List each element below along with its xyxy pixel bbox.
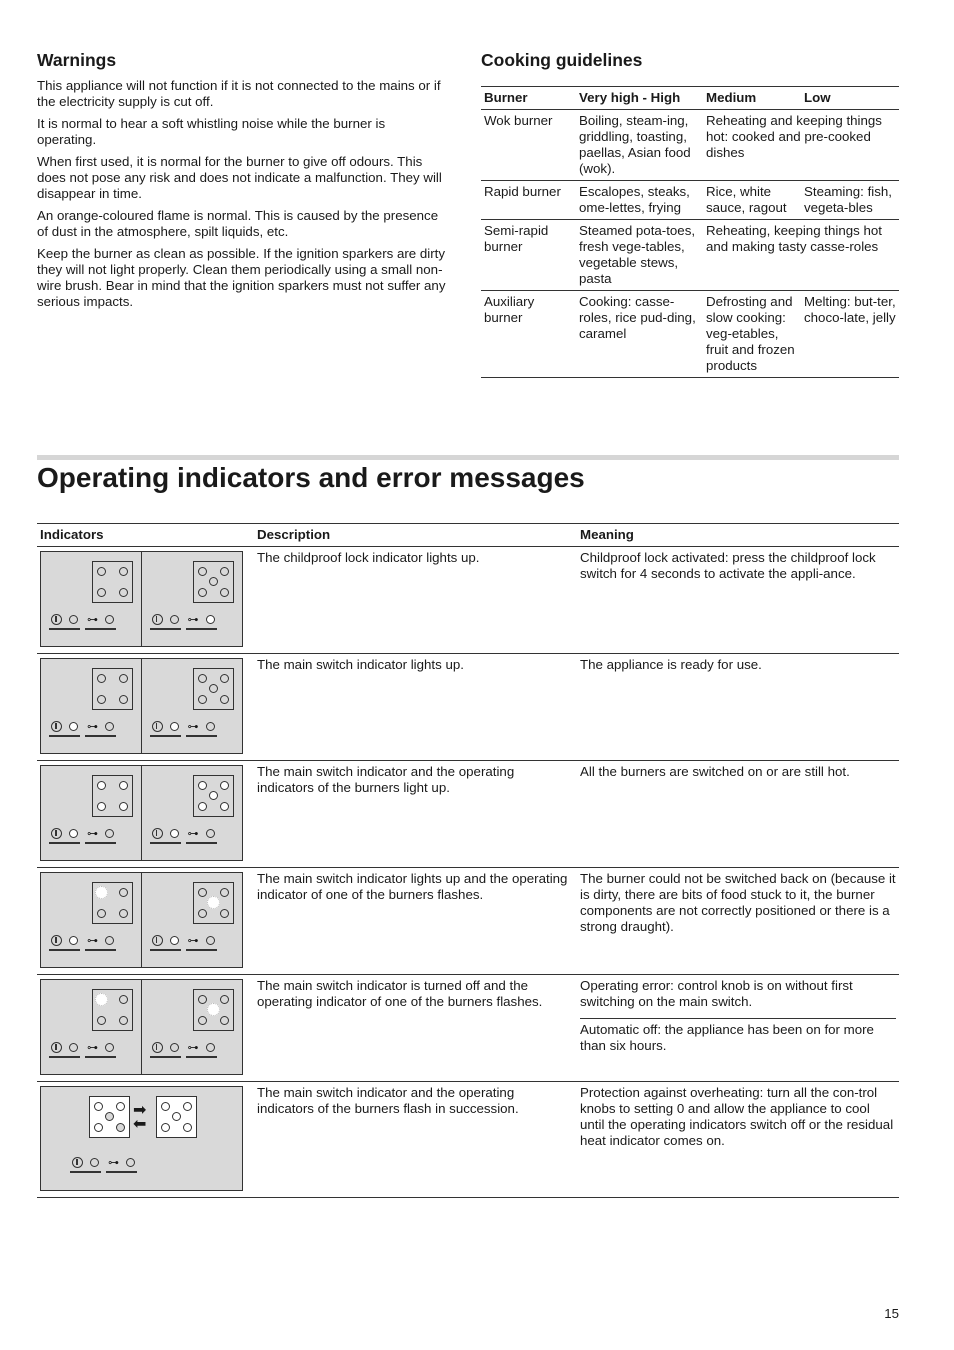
warnings-title: Warnings <box>37 50 117 70</box>
table-row <box>37 547 899 654</box>
table-cell: Escalopes, steaks, ome-lettes, frying <box>576 181 703 220</box>
power-icon <box>51 721 62 732</box>
warnings-paragraph: Keep the burner as clean as possible. If the ignition sparkers are dirty they will not light properly. Clean them periodically using a small non-wire brush. Bear in mind that the ignition sparkers must not suffer any serious impacts. <box>37 246 446 309</box>
table-cell: Steamed pota-toes, fresh vege-tables, vegetable stews, pasta <box>576 220 703 291</box>
meaning-text: Childproof lock activated: press the childproof lock switch for 4 seconds to activate the appli-ance. <box>580 550 876 581</box>
table-cell: Cooking: casse-roles, rice pud-ding, caramel <box>576 291 703 378</box>
key-icon: ⊶ <box>87 613 98 626</box>
key-icon: ⊶ <box>187 720 199 733</box>
table-header-row <box>481 87 899 110</box>
power-icon <box>152 721 163 732</box>
table-cell: Boiling, steam-ing, griddling, toasting, paellas, Asian food (wok). <box>576 110 703 181</box>
key-icon: ⊶ <box>87 934 98 947</box>
table-cell: Reheating and keeping things hot: cooked and pre-cooked dishes <box>703 110 899 181</box>
description-text: The childproof lock indicator lights up. <box>257 550 480 565</box>
burner-indicator-grid <box>156 1096 197 1138</box>
table-row <box>37 654 899 761</box>
meaning-text: The appliance is ready for use. <box>580 657 762 672</box>
table-row <box>481 181 899 220</box>
description-text: The main switch indicator and the operating indicators of the burners light up. <box>257 764 515 795</box>
column-header: Very high - High <box>576 87 703 110</box>
indicator-panel <box>40 872 243 968</box>
meaning-text: The burner could not be switched back on (because it is dirty, there are bits of food stuck to it, the burner components are not correctly positioned or there is a strong draught). <box>580 871 896 934</box>
column-header: Low <box>801 87 899 110</box>
table-row <box>37 868 899 975</box>
meaning-text: Operating error: control knob is on without first switching on the main switch. <box>580 975 896 1019</box>
power-icon <box>51 935 62 946</box>
key-icon: ⊶ <box>87 720 98 733</box>
power-icon <box>51 1042 62 1053</box>
indicator-panel <box>40 551 243 647</box>
table-cell: Semi-rapid burner <box>481 220 576 291</box>
key-icon: ⊶ <box>108 1156 119 1169</box>
table-cell: Rice, white sauce, ragout <box>703 181 801 220</box>
description-text: The main switch indicator and the operating indicators of the burners flash in succession. <box>257 1085 519 1116</box>
warnings-paragraph: An orange-coloured flame is normal. This is caused by the presence of dust in the atmosphere, spilt liquids, etc. <box>37 208 439 239</box>
key-icon: ⊶ <box>87 1041 98 1054</box>
column-header: Meaning <box>577 524 899 547</box>
meaning-text: Automatic off: the appliance has been on for more than six hours. <box>580 1022 874 1053</box>
table-cell: Wok burner <box>481 110 576 181</box>
description-text: The main switch indicator lights up and the operating indicator of one of the burners flashes. <box>257 871 568 902</box>
burner-indicator-grid <box>193 775 234 817</box>
column-header: Description <box>254 524 577 547</box>
warnings-paragraph: This appliance will not function if it is not connected to the mains or if the electricity supply is cut off. <box>37 78 441 109</box>
burner-indicator-grid <box>193 989 234 1031</box>
table-cell: Reheating, keeping things hot and making tasty casse-roles <box>703 220 899 291</box>
section-divider <box>37 455 899 460</box>
power-icon <box>152 828 163 839</box>
key-icon: ⊶ <box>187 1041 199 1054</box>
meaning-text: All the burners are switched on or are still hot. <box>580 764 850 779</box>
burner-indicator-grid <box>193 882 234 924</box>
indicator-panel <box>40 1086 243 1191</box>
warnings-paragraph: It is normal to hear a soft whistling noise while the burner is operating. <box>37 116 386 147</box>
table-cell: Defrosting and slow cooking: veg-etables, fruit and frozen products <box>703 291 801 378</box>
power-icon <box>152 935 163 946</box>
table-header-row <box>37 524 899 547</box>
indicator-panel <box>40 658 243 754</box>
column-header: Burner <box>481 87 576 110</box>
key-icon: ⊶ <box>187 827 199 840</box>
table-cell: Rapid burner <box>481 181 576 220</box>
power-icon <box>152 614 163 625</box>
burner-indicator-grid <box>92 775 133 817</box>
meaning-text: Protection against overheating: turn all the con-trol knobs to setting 0 and allow the appliance to cool until the operating indicators switch off or the residual heat indicator comes on. <box>580 1085 894 1148</box>
burner-indicator-grid <box>89 1096 130 1138</box>
key-icon: ⊶ <box>87 827 98 840</box>
table-cell: Auxiliary burner <box>481 291 576 378</box>
warnings-paragraph: When first used, it is normal for the burner to give off odours. This does not pose any risk and does not indicate a malfunction. They will disappear in time. <box>37 154 442 201</box>
table-row <box>37 975 899 1082</box>
power-icon <box>72 1157 83 1168</box>
column-header: Indicators <box>37 524 254 547</box>
guidelines-title: Cooking guidelines <box>481 50 643 70</box>
column-header: Medium <box>703 87 801 110</box>
table-row <box>481 110 899 181</box>
table-row <box>37 761 899 868</box>
warnings-section <box>37 50 447 316</box>
key-icon: ⊶ <box>187 613 199 626</box>
indicators-table <box>37 523 899 1198</box>
guidelines-table <box>481 86 899 378</box>
indicator-panel <box>40 979 243 1075</box>
swap-arrows-icon: ➡ ⬅ <box>133 1100 147 1133</box>
burner-indicator-grid <box>193 668 234 710</box>
burner-indicator-grid <box>92 882 133 924</box>
page-title: Operating indicators and error messages <box>37 462 585 493</box>
table-row <box>481 291 899 378</box>
power-icon <box>51 614 62 625</box>
burner-indicator-grid <box>92 989 133 1031</box>
burner-indicator-grid <box>92 561 133 603</box>
key-icon: ⊶ <box>187 934 199 947</box>
description-text: The main switch indicator is turned off and the operating indicator of one of the burners flashes. <box>257 978 543 1009</box>
burner-indicator-grid <box>92 668 133 710</box>
burner-indicator-grid <box>193 561 234 603</box>
power-icon <box>152 1042 163 1053</box>
cooking-guidelines-section <box>481 50 899 378</box>
table-row <box>481 220 899 291</box>
table-row <box>37 1082 899 1198</box>
table-cell: Melting: but-ter, choco-late, jelly <box>801 291 899 378</box>
page-number: 15 <box>884 1306 899 1321</box>
table-cell: Steaming: fish, vegeta-bles <box>801 181 899 220</box>
description-text: The main switch indicator lights up. <box>257 657 464 672</box>
power-icon <box>51 828 62 839</box>
indicator-panel <box>40 765 243 861</box>
